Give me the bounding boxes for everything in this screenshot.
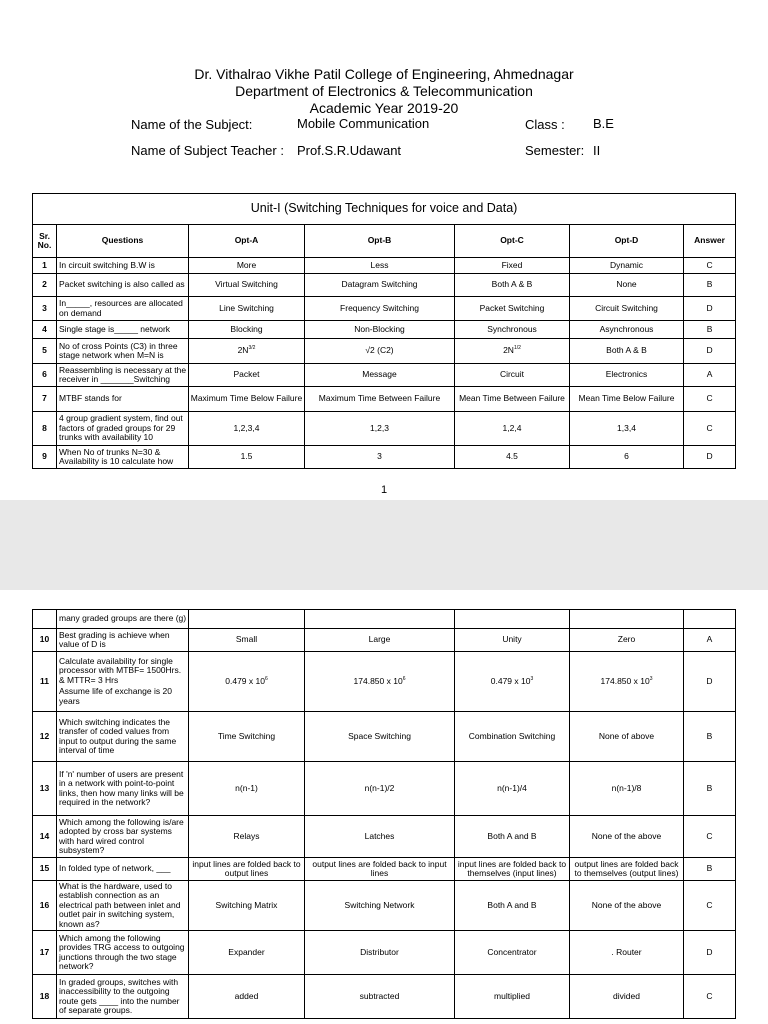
- option-d-cell: . Router: [570, 931, 684, 975]
- option-a-cell: Blocking: [189, 321, 305, 339]
- table-row: [33, 297, 736, 321]
- option-d-cell: None of the above: [570, 816, 684, 858]
- answer-cell: C: [684, 387, 736, 412]
- option-b-cell: Datagram Switching: [305, 274, 455, 297]
- table-row: [33, 629, 736, 652]
- sr-no-cell: 2: [33, 274, 57, 297]
- table-row: [33, 816, 736, 858]
- table-row: [33, 881, 736, 931]
- question-cell: 4 group gradient system, find out factors of graded groups for 29 trunks with availability 10: [57, 412, 189, 446]
- option-b-cell: √2 (C2): [305, 339, 455, 364]
- sr-no-cell: 6: [33, 364, 57, 387]
- continuation-row: [33, 610, 736, 629]
- option-c-cell: $2N^{1/2}$: [455, 339, 570, 364]
- question-cell: Reassembling is necessary at the receiver in _______Switching: [57, 364, 189, 387]
- question-cell: MTBF stands for: [57, 387, 189, 412]
- option-c-cell: 4.5: [455, 446, 570, 469]
- empty-cell: [305, 610, 455, 629]
- option-d-cell: Dynamic: [570, 258, 684, 274]
- question-cell: In circuit switching B.W is: [57, 258, 189, 274]
- option-c-cell: Unity: [455, 629, 570, 652]
- option-d-cell: Mean Time Below Failure: [570, 387, 684, 412]
- question-cell: Best grading is achieve when value of D is: [57, 629, 189, 652]
- answer-cell: D: [684, 652, 736, 712]
- answer-cell: C: [684, 412, 736, 446]
- option-d-cell: 1,3,4: [570, 412, 684, 446]
- document-page-2: [0, 590, 768, 1024]
- option-b-cell: 174.850 x $10^6$: [305, 652, 455, 712]
- sr-no-cell: 12: [33, 712, 57, 762]
- option-d-cell: output lines are folded back to themselves (output lines): [570, 858, 684, 881]
- option-d-cell: divided: [570, 975, 684, 1019]
- option-b-cell: Switching Network: [305, 881, 455, 931]
- header-sr-no: Sr. No.: [33, 225, 57, 258]
- table-row: [33, 258, 736, 274]
- unit-title: Unit-I (Switching Techniques for voice and Data): [33, 194, 736, 225]
- answer-cell: D: [684, 297, 736, 321]
- teacher-value: Prof.S.R.Udawant: [297, 143, 402, 158]
- question-cell: In_____, resources are allocated on demand: [57, 297, 189, 321]
- option-d-cell: Zero: [570, 629, 684, 652]
- option-b-cell: Less: [305, 258, 455, 274]
- question-cell: Calculate availability for single processor with MTBF= 1500Hrs. & MTTR= 3 Hrs Assume life of exchange is 20 years: [57, 652, 189, 712]
- option-a-cell: n(n-1): [189, 762, 305, 816]
- sr-no-cell: 10: [33, 629, 57, 652]
- option-d-cell: n(n-1)/8: [570, 762, 684, 816]
- option-a-cell: More: [189, 258, 305, 274]
- sr-no-cell: 14: [33, 816, 57, 858]
- sr-no-cell: 11: [33, 652, 57, 712]
- academic-year: Academic Year 2019-20: [309, 100, 459, 116]
- answer-cell: B: [684, 712, 736, 762]
- empty-cell: [189, 610, 305, 629]
- semester-label: Semester:: [525, 143, 585, 158]
- semester-value: II: [593, 143, 601, 158]
- option-d-cell: None of above: [570, 712, 684, 762]
- option-a-cell: Expander: [189, 931, 305, 975]
- answer-cell: D: [684, 339, 736, 364]
- empty-cell: [455, 610, 570, 629]
- table-row: [33, 931, 736, 975]
- option-c-cell: Concentrator: [455, 931, 570, 975]
- answer-cell: C: [684, 816, 736, 858]
- option-c-cell: 1,2,4: [455, 412, 570, 446]
- header-opt-b: Opt-B: [305, 225, 455, 258]
- table-row: [33, 652, 736, 712]
- answer-cell: A: [684, 364, 736, 387]
- superscript: 6: [264, 675, 268, 682]
- question-cell: Which switching indicates the transfer of coded values from input to output during the same interval of time: [57, 712, 189, 762]
- option-c-cell: Both A & B: [455, 274, 570, 297]
- table-row: [33, 387, 736, 412]
- answer-cell: B: [684, 858, 736, 881]
- question-cell: many graded groups are there (g): [57, 610, 189, 629]
- sr-no-cell: 9: [33, 446, 57, 469]
- option-d-cell: 174.850 x $10^3$: [570, 652, 684, 712]
- option-a-cell: input lines are folded back to output lines: [189, 858, 305, 881]
- class-value: B.E: [593, 116, 614, 131]
- table-header-row: [33, 225, 736, 258]
- option-c-cell: Both A and B: [455, 816, 570, 858]
- header-opt-c: Opt-C: [455, 225, 570, 258]
- sr-no-cell: 13: [33, 762, 57, 816]
- option-a-cell: Virtual Switching: [189, 274, 305, 297]
- superscript: 3: [530, 675, 534, 682]
- answer-cell: C: [684, 881, 736, 931]
- superscript: 6: [402, 675, 406, 682]
- option-a-cell: Packet: [189, 364, 305, 387]
- table-row: [33, 858, 736, 881]
- option-a-cell: Small: [189, 629, 305, 652]
- option-b-cell: 1,2,3: [305, 412, 455, 446]
- option-c-cell: Mean Time Between Failure: [455, 387, 570, 412]
- answer-cell: D: [684, 931, 736, 975]
- table-row: [33, 446, 736, 469]
- option-b-cell: Non-Blocking: [305, 321, 455, 339]
- option-a-cell: Maximum Time Below Failure: [189, 387, 305, 412]
- header-questions: Questions: [57, 225, 189, 258]
- table-row: [33, 762, 736, 816]
- option-d-cell: Circuit Switching: [570, 297, 684, 321]
- option-a-cell: added: [189, 975, 305, 1019]
- question-cell: Which among the following provides TRG access to outgoing junctions through the two stage network?: [57, 931, 189, 975]
- question-cell: In graded groups, switches with inaccessibility to the outgoing route gets ____ into the number of separate groups.: [57, 975, 189, 1019]
- subject-label: Name of the Subject:: [131, 117, 253, 132]
- option-d-cell: Electronics: [570, 364, 684, 387]
- option-d-cell: Asynchronous: [570, 321, 684, 339]
- option-d-cell: 6: [570, 446, 684, 469]
- page-number: 1: [380, 484, 388, 496]
- question-note: Assume life of exchange is 20 years: [59, 686, 172, 706]
- sr-no-cell: 17: [33, 931, 57, 975]
- option-a-cell: Time Switching: [189, 712, 305, 762]
- option-c-cell: Packet Switching: [455, 297, 570, 321]
- option-d-cell: None: [570, 274, 684, 297]
- option-c-cell: Combination Switching: [455, 712, 570, 762]
- answer-cell: C: [684, 975, 736, 1019]
- option-c-cell: n(n-1)/4: [455, 762, 570, 816]
- header-answer: Answer: [684, 225, 736, 258]
- answer-cell: C: [684, 258, 736, 274]
- sr-no-cell: 15: [33, 858, 57, 881]
- sr-no-cell: [33, 610, 57, 629]
- department-name: Department of Electronics & Telecommunication: [235, 83, 533, 99]
- option-a-cell: 1,2,3,4: [189, 412, 305, 446]
- option-b-cell: Latches: [305, 816, 455, 858]
- table-row: [33, 339, 736, 364]
- empty-cell: [570, 610, 684, 629]
- option-c-cell: input lines are folded back to themselves (input lines): [455, 858, 570, 881]
- option-b-cell: n(n-1)/2: [305, 762, 455, 816]
- question-cell: What is the hardware, used to establish connection as an electrical path between inlet and outlet pair in switching system, known as?: [57, 881, 189, 931]
- option-b-cell: Maximum Time Between Failure: [305, 387, 455, 412]
- question-cell: Packet switching is also called as: [57, 274, 189, 297]
- teacher-label: Name of Subject Teacher :: [131, 143, 284, 158]
- option-a-cell: 1.5: [189, 446, 305, 469]
- option-b-cell: Frequency Switching: [305, 297, 455, 321]
- superscript: 1/2: [513, 345, 521, 352]
- empty-cell: [684, 610, 736, 629]
- option-c-cell: Both A and B: [455, 881, 570, 931]
- question-table-continued: [32, 609, 736, 1019]
- option-b-cell: output lines are folded back to input lines: [305, 858, 455, 881]
- answer-cell: B: [684, 762, 736, 816]
- table-row: [33, 975, 736, 1019]
- superscript: 3: [649, 675, 653, 682]
- option-a-cell: Line Switching: [189, 297, 305, 321]
- table-row: [33, 712, 736, 762]
- option-d-cell: None of the above: [570, 881, 684, 931]
- sr-no-cell: 8: [33, 412, 57, 446]
- document-page-1: [0, 0, 768, 500]
- header-opt-a: Opt-A: [189, 225, 305, 258]
- sr-no-cell: 16: [33, 881, 57, 931]
- sr-no-cell: 3: [33, 297, 57, 321]
- option-c-cell: Synchronous: [455, 321, 570, 339]
- sr-no-cell: 7: [33, 387, 57, 412]
- question-cell: When No of trunks N=30 & Availability is 10 calculate how: [57, 446, 189, 469]
- question-cell: Single stage is_____ network: [57, 321, 189, 339]
- answer-cell: B: [684, 321, 736, 339]
- question-cell: If 'n' number of users are present in a network with point-to-point links, then how many links will be required in the network?: [57, 762, 189, 816]
- option-d-cell: Both A & B: [570, 339, 684, 364]
- answer-cell: A: [684, 629, 736, 652]
- option-b-cell: Large: [305, 629, 455, 652]
- college-name: Dr. Vithalrao Vikhe Patil College of Engineering, Ahmednagar: [194, 66, 574, 82]
- option-c-cell: Circuit: [455, 364, 570, 387]
- question-cell: In folded type of network, ___: [57, 858, 189, 881]
- superscript: 3/2: [248, 345, 256, 352]
- sr-no-cell: 18: [33, 975, 57, 1019]
- question-cell: Which among the following is/are adopted by cross bar systems with hard wired control subsystem?: [57, 816, 189, 858]
- question-cell: No of cross Points (C3) in three stage network when M=N is: [57, 339, 189, 364]
- table-row: [33, 321, 736, 339]
- option-a-cell: Switching Matrix: [189, 881, 305, 931]
- sr-no-cell: 5: [33, 339, 57, 364]
- question-table: [32, 193, 736, 469]
- sr-no-cell: 4: [33, 321, 57, 339]
- option-c-cell: 0.479 x $10^3$: [455, 652, 570, 712]
- option-c-cell: multiplied: [455, 975, 570, 1019]
- subject-value: Mobile Communication: [297, 116, 430, 131]
- option-a-cell: Relays: [189, 816, 305, 858]
- sr-no-cell: 1: [33, 258, 57, 274]
- option-b-cell: 3: [305, 446, 455, 469]
- table-row: [33, 364, 736, 387]
- table-row: [33, 274, 736, 297]
- answer-cell: B: [684, 274, 736, 297]
- class-label: Class :: [525, 117, 565, 132]
- option-c-cell: Fixed: [455, 258, 570, 274]
- option-b-cell: Space Switching: [305, 712, 455, 762]
- option-b-cell: Message: [305, 364, 455, 387]
- option-a-cell: 0.479 x $10^6$: [189, 652, 305, 712]
- option-a-cell: $2N^{3/2}$: [189, 339, 305, 364]
- answer-cell: D: [684, 446, 736, 469]
- table-row: [33, 412, 736, 446]
- option-b-cell: subtracted: [305, 975, 455, 1019]
- option-b-cell: Distributor: [305, 931, 455, 975]
- header-opt-d: Opt-D: [570, 225, 684, 258]
